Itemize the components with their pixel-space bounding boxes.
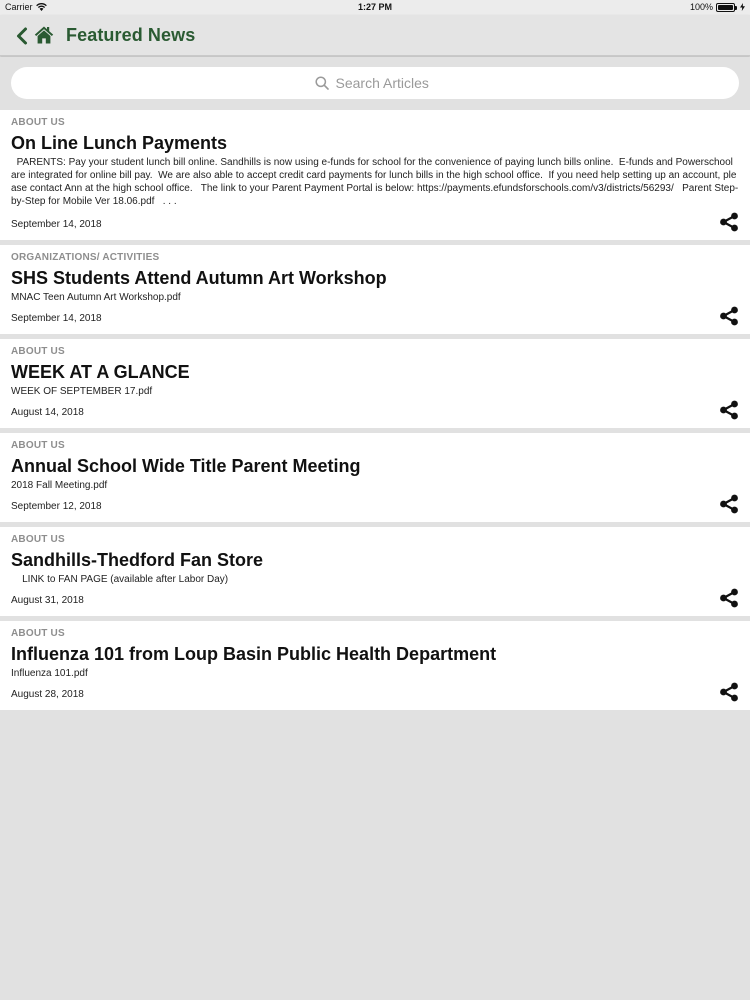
article-description: PARENTS: Pay your student lunch bill online. Sandhills is now using e-funds for school for the convenience of paying lunch bills online. E-funds and Powerschool are integrated for online bill pay. We are also able to accept credit card payments for lunch bills in the high school office. If you need help setting up an account, please contact Ann at the high school office. The link to your Parent Payment Portal is below: https://payments.efundsforschools.com/v3/districts/56293/ Parent Step-by-Step for Mobile Ver 18.06.pdf . . . — [11, 157, 739, 207]
search-area — [0, 57, 750, 109]
article-category: ABOUT US — [11, 628, 65, 639]
article-description[interactable]: 2018 Fall Meeting.pdf — [11, 480, 108, 491]
navigation-bar — [0, 15, 750, 56]
article-category: ABOUT US — [11, 534, 65, 545]
article-title[interactable]: SHS Students Attend Autumn Art Workshop — [11, 268, 387, 288]
article-category: ABOUT US — [11, 440, 65, 451]
share-button[interactable] — [719, 494, 739, 514]
article-list — [0, 110, 750, 715]
share-button[interactable] — [719, 682, 739, 702]
share-button[interactable] — [719, 400, 739, 420]
article-item[interactable] — [0, 621, 750, 710]
article-date: August 28, 2018 — [11, 689, 84, 700]
share-button[interactable] — [719, 588, 739, 608]
share-icon — [719, 682, 739, 702]
article-category: ABOUT US — [11, 117, 65, 128]
share-icon — [719, 588, 739, 608]
battery-percent: 100% — [689, 2, 713, 12]
article-title[interactable]: Annual School Wide Title Parent Meeting — [11, 456, 361, 476]
article-category: ORGANIZATIONS/ ACTIVITIES — [11, 252, 160, 263]
article-category: ABOUT US — [11, 346, 65, 357]
article-description[interactable]: LINK to FAN PAGE (available after Labor Day) — [11, 574, 229, 585]
home-icon[interactable] — [34, 25, 54, 45]
share-icon — [719, 212, 739, 232]
article-description[interactable]: MNAC Teen Autumn Art Workshop.pdf — [11, 292, 181, 303]
search-bar[interactable] — [11, 67, 739, 99]
search-icon — [315, 76, 329, 90]
battery-status — [690, 2, 745, 12]
carrier-label: Carrier — [5, 2, 33, 12]
share-icon — [719, 306, 739, 326]
article-date: September 12, 2018 — [11, 501, 102, 512]
article-title[interactable]: WEEK AT A GLANCE — [11, 362, 190, 382]
article-date: September 14, 2018 — [11, 313, 102, 324]
battery-icon — [716, 3, 735, 12]
share-icon — [719, 400, 739, 420]
article-item[interactable] — [0, 433, 750, 522]
share-icon — [719, 494, 739, 514]
status-bar — [0, 0, 750, 15]
article-title[interactable]: Influenza 101 from Loup Basin Public Health Department — [11, 644, 497, 664]
page-title: Featured News — [66, 25, 196, 45]
article-date: August 31, 2018 — [11, 595, 84, 606]
charging-bolt-icon — [740, 3, 745, 11]
article-description[interactable]: Influenza 101.pdf — [11, 668, 88, 679]
share-button[interactable] — [719, 306, 739, 326]
search-input[interactable] — [336, 75, 436, 91]
article-item[interactable] — [0, 245, 750, 334]
article-title[interactable]: On Line Lunch Payments — [11, 133, 228, 153]
article-item[interactable] — [0, 110, 750, 240]
article-date: August 14, 2018 — [11, 407, 84, 418]
chevron-left-icon[interactable] — [15, 26, 29, 46]
article-title[interactable]: Sandhills-Thedford Fan Store — [11, 550, 264, 570]
status-time: 1:27 PM — [357, 2, 392, 12]
article-item[interactable] — [0, 339, 750, 428]
article-date: September 14, 2018 — [11, 219, 102, 230]
article-description[interactable]: WEEK OF SEPTEMBER 17.pdf — [11, 386, 153, 397]
share-button[interactable] — [719, 212, 739, 232]
article-item[interactable] — [0, 527, 750, 616]
